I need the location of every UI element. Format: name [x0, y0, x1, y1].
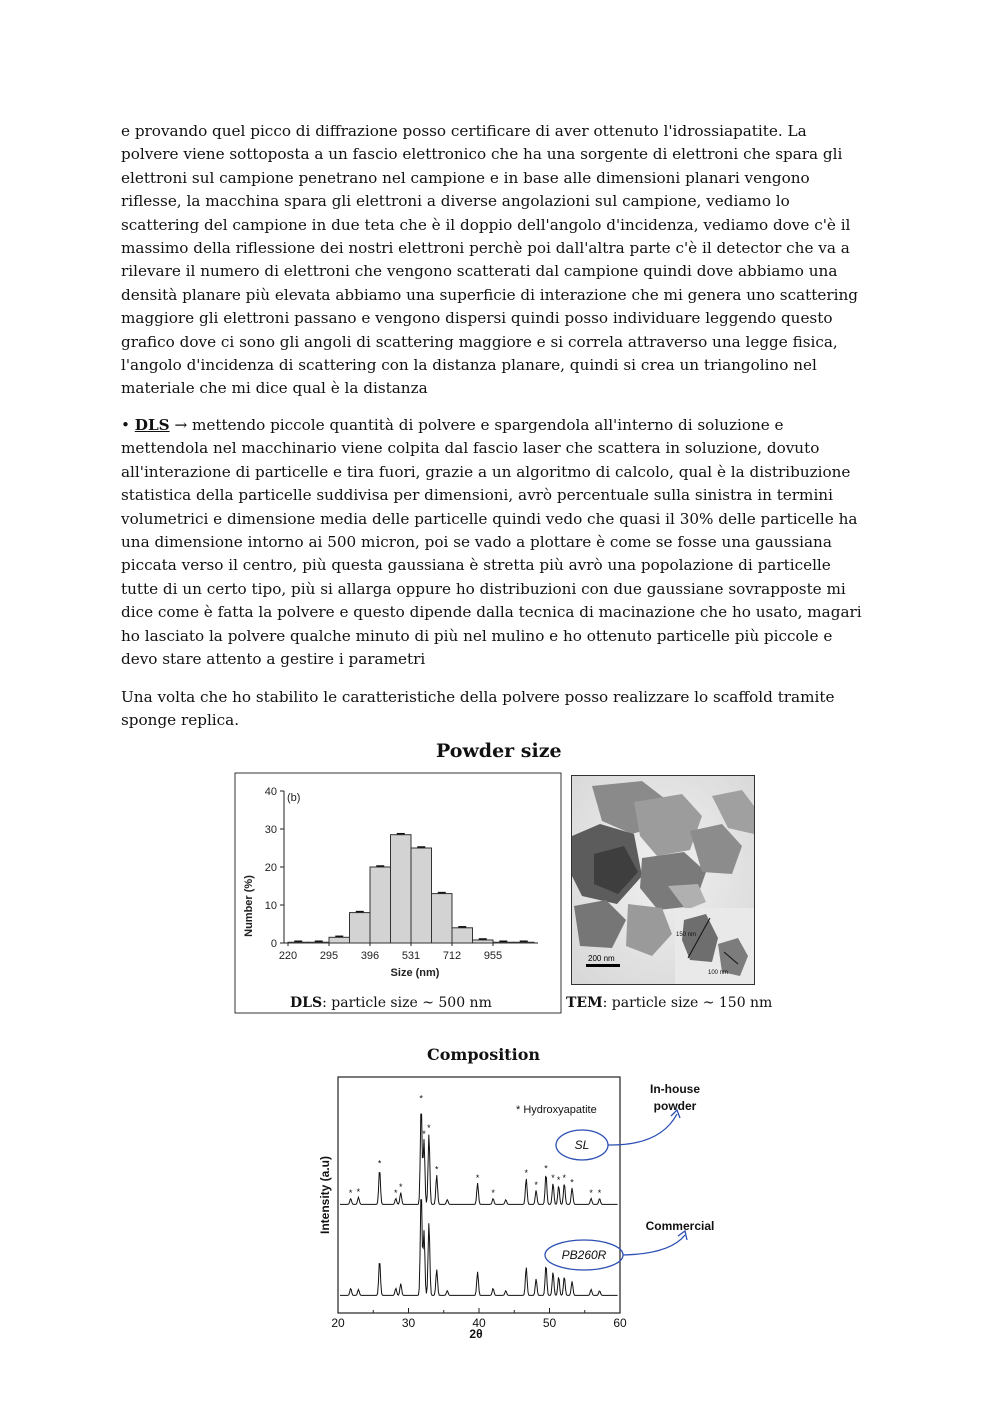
y-tick-label: 40	[264, 786, 277, 798]
y-tick-label: 20	[264, 862, 277, 874]
histogram-bar	[370, 867, 391, 943]
peak-marker: *	[419, 1093, 423, 1104]
paragraph-dls	[121, 414, 881, 671]
peak-marker: *	[348, 1188, 353, 1199]
dls-body: mettendo piccole quantità di polvere e spargendola all'interno di soluzione e mettendola nel macchinario viene colpita dal fascio laser che scattera in soluzione, dovuto all'interazione di particelle e tira fuori, grazie a un algoritmo di calcolo, qual è la distribuzione statistica della particelle suddivisa per dimensioni, avrò percentuale sulla sinistra in termini volumetrici e dimensione media delle particelle quindi vedo che quasi il 30% delle particelle ha una dimensione intorno ai 500 micron, poi se vado a plottare è come se fosse una gaussiana piccata verso il centro, più questa gaussiana è stretta più avrò una popolazione di particelle tutte di un certo tipo, più si allarga oppure ho distribuzioni con due gaussiane sovrapposte mi dice come è fatta la polvere e questo dipende dalla tecnica di macinazione che ho usato, magari ho lasciato la polvere qualche minuto di più nel mulino e ho ottenuto particelle più piccole e devo stare attento a gestire i parametri	[121, 416, 862, 669]
peak-marker: *	[377, 1158, 382, 1169]
xrd-xlabel: 2θ	[469, 1327, 483, 1341]
inset-label: 100 nm	[708, 970, 729, 976]
dls-heading: DLS	[134, 416, 170, 434]
dls-histogram	[232, 770, 562, 1015]
peak-marker: *	[524, 1168, 528, 1179]
x-tick-label: 295	[319, 950, 339, 962]
peak-marker: *	[556, 1175, 561, 1186]
histogram-bar	[329, 937, 350, 943]
pb260r-arrow	[623, 1235, 685, 1255]
x-tick-label: 396	[360, 950, 380, 962]
peak-marker: *	[597, 1188, 602, 1199]
peak-marker: *	[427, 1123, 431, 1134]
annotation-inhouse-1: In-house	[650, 1082, 700, 1096]
arrow-icon: →	[169, 416, 193, 434]
x-tick-label: 20	[331, 1316, 345, 1330]
scale-bar	[586, 964, 620, 967]
peak-marker: *	[398, 1182, 403, 1193]
peak-marker: *	[434, 1164, 439, 1175]
x-tick-label: 50	[542, 1316, 557, 1330]
x-tick-label: 712	[442, 950, 462, 962]
y-tick-label: 30	[264, 824, 277, 836]
histogram-xlabel: Size (nm)	[390, 967, 440, 979]
histogram-bar	[473, 940, 494, 943]
histogram-bar	[411, 848, 432, 943]
histogram-bar	[432, 894, 453, 943]
histogram-bar	[391, 835, 412, 943]
bullet: •	[121, 416, 135, 434]
histogram-bar	[452, 928, 473, 943]
peak-marker: *	[475, 1172, 480, 1183]
panel-label: (b)	[287, 792, 301, 804]
histogram-bar	[493, 942, 514, 943]
y-tick-label: 10	[264, 900, 277, 912]
x-tick-label: 30	[401, 1316, 416, 1330]
peak-marker: *	[394, 1188, 398, 1199]
paragraph-xrd	[121, 120, 881, 401]
peak-marker: *	[544, 1163, 548, 1174]
histogram-bar	[288, 942, 309, 943]
dls-caption: DLS: particle size ~ 500 nm	[290, 995, 492, 1011]
inset-label: 150 nm	[676, 932, 697, 938]
paragraph-scaffold	[121, 686, 881, 733]
annotation-inhouse-2: powder	[653, 1099, 697, 1113]
figure-composition-title: Composition	[427, 1045, 541, 1064]
x-tick-label: 220	[278, 950, 298, 962]
histogram-bar	[309, 942, 330, 943]
histogram-ylabel: Number (%)	[243, 875, 255, 937]
peak-marker: *	[551, 1172, 555, 1183]
sl-label: SL	[574, 1138, 590, 1152]
peak-marker: *	[422, 1129, 426, 1140]
peak-marker: *	[491, 1188, 495, 1199]
histogram-bar	[514, 942, 535, 943]
scale-bar-label: 200 nm	[588, 954, 615, 963]
peak-marker: *	[356, 1186, 361, 1197]
x-tick-label: 60	[613, 1316, 627, 1330]
x-tick-label: 531	[401, 950, 421, 962]
pb260r-label: PB260R	[561, 1248, 607, 1262]
figure-powder-size-title: Powder size	[436, 740, 562, 762]
x-tick-label: 40	[472, 1316, 486, 1330]
tem-caption: TEM: particle size ~ 150 nm	[566, 995, 773, 1011]
annotation-commercial: Commercial	[645, 1219, 715, 1233]
tem-image	[571, 775, 755, 985]
paragraph-scaffold-text: Una volta che ho stabilito le caratteristiche della polvere posso realizzare lo scaffold tramite sponge replica.	[121, 688, 835, 730]
x-tick-label: 955	[483, 950, 503, 962]
tem-micrograph	[572, 776, 754, 984]
peak-marker: *	[534, 1179, 538, 1190]
xrd-ylabel: Intensity (a.u)	[318, 1155, 332, 1235]
y-tick-label: 0	[270, 938, 277, 950]
xrd-chart	[310, 1070, 740, 1360]
peak-marker: *	[562, 1172, 567, 1183]
peak-marker: *	[589, 1188, 593, 1199]
histogram-bar	[350, 913, 371, 943]
paragraph-dls-text	[121, 414, 881, 671]
paragraph-xrd-text: e provando quel picco di diffrazione posso certificare di aver ottenuto l'idrossiapatite. La polvere viene sottoposta a un fascio elettronico che ha una sorgente di elettroni che spara gli elettroni sul campione penetrano nel campione e in base alle dimensioni planari vengono riflesse, la macchina spara gli elettroni a diverse angolazioni sul campione, vediamo lo scattering del campione in due teta che è il doppio dell'angolo d'incidenza, vediamo dove c'è il massimo della riflessione dei nostri elettroni perchè poi dall'altra parte c'è il detector che va a rilevare il numero di elettroni che vengono scatterati dal campione quindi dove abbiamo una densità planare più elevata abbiamo una superficie di interazione che mi genera uno scattering maggiore gli elettroni passano e vengono dispersi quindi posso individuare leggendo questo grafico dove ci sono gli angoli di scattering maggiore e si correla attraverso una legge fisica, l'angolo d'incidenza di scattering con la distanza planare, quindi si crea un triangolino nel materiale che mi dice qual è la distanza	[121, 122, 858, 398]
peak-marker: *	[570, 1177, 574, 1188]
xrd-legend: * Hydroxyapatite	[516, 1104, 597, 1116]
